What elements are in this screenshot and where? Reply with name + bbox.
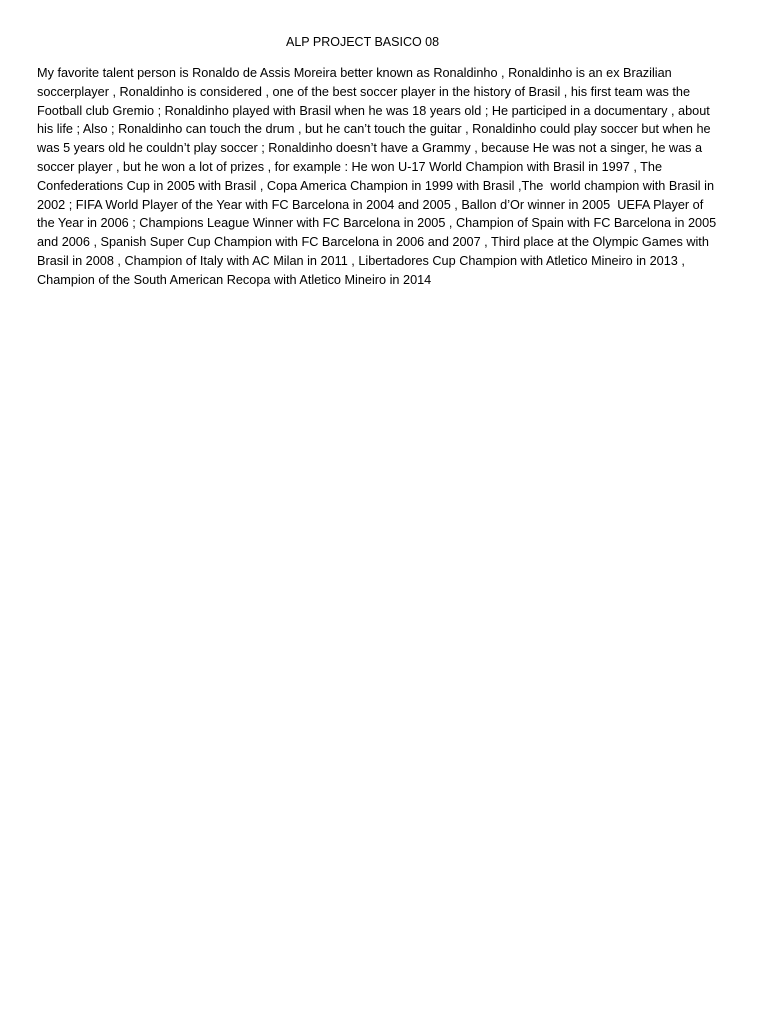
body-line: soccer player , but he won a lot of prizes , for example : He won U-17 World Champion with Brasil in 1997 , The bbox=[37, 159, 663, 174]
document-body bbox=[37, 64, 737, 290]
document-title: ALP PROJECT BASICO 08 bbox=[286, 35, 440, 49]
body-line: was 5 years old he couldn’t play soccer ; Ronaldinho doesn’t have a Grammy , because He was not a singer, he was a bbox=[37, 141, 703, 156]
body-line: Football club Gremio ; Ronaldinho played with Brasil when he was 18 years old ; He participed in a documentary , about bbox=[37, 103, 710, 118]
body-line: My favorite talent person is Ronaldo de Assis Moreira better known as Ronaldinho , Ronaldinho is an ex Brazilian bbox=[37, 66, 672, 80]
body-line: the Year in 2006 ; Champions League Winner with FC Barcelona in 2005 , Champion of Spain with FC Barcelona in 2005 bbox=[37, 216, 717, 231]
body-line: his life ; Also ; Ronaldinho can touch the drum , but he can’t touch the guitar , Ronaldinho could play soccer but when he bbox=[37, 122, 711, 137]
body-line: Confederations Cup in 2005 with Brasil , Copa America Champion in 1999 with Brasil ,The world champion with Brasil in bbox=[37, 178, 714, 193]
body-line: Brasil in 2008 , Champion of Italy with AC Milan in 2011 , Libertadores Cup Champion with Atletico Mineiro in 2013 , bbox=[37, 253, 685, 268]
body-line: 2002 ; FIFA World Player of the Year with FC Barcelona in 2004 and 2005 , Ballon d’Or winner in 2005 UEFA Player of bbox=[37, 197, 704, 212]
body-line: and 2006 , Spanish Super Cup Champion with FC Barcelona in 2006 and 2007 , Third place at the Olympic Games with bbox=[37, 235, 709, 250]
body-line: soccerplayer , Ronaldinho is considered , one of the best soccer player in the history of Brasil , his first team was the bbox=[37, 84, 691, 99]
body-line: Champion of the South American Recopa with Atletico Mineiro in 2014 bbox=[37, 272, 432, 287]
